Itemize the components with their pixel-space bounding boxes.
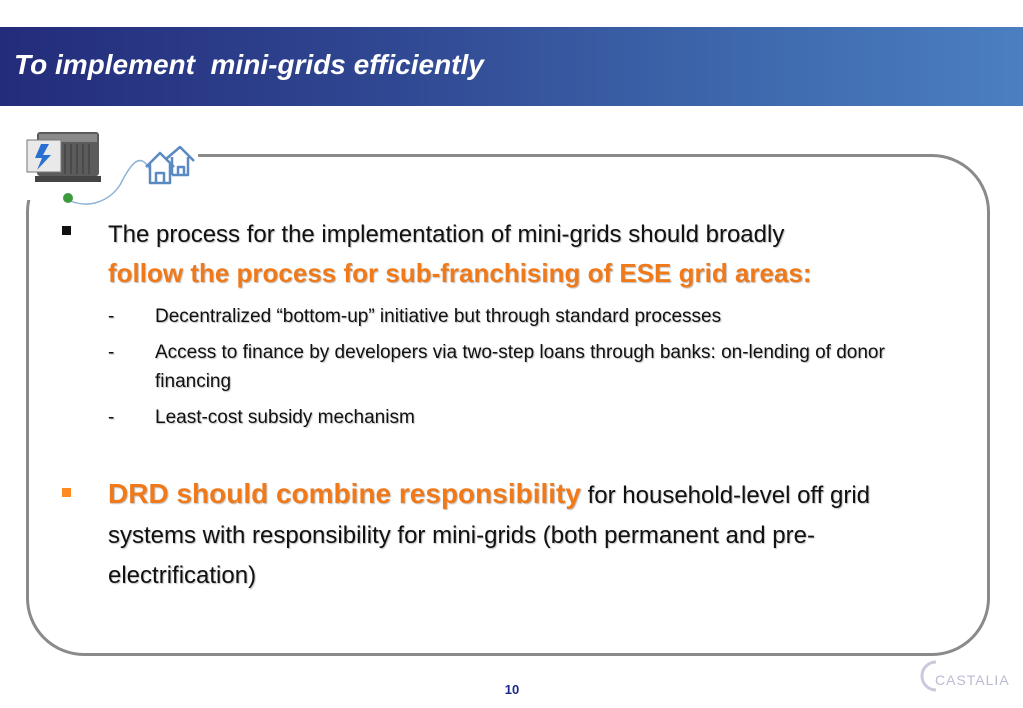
subitem-3 — [62, 403, 962, 432]
bullet-1-highlight: follow the process for sub-franchising of ESE grid areas — [108, 258, 803, 288]
subitem-1 — [62, 302, 962, 331]
slide-content — [62, 216, 962, 596]
bullet-marker — [62, 488, 71, 497]
bullet-1 — [62, 216, 962, 294]
logo-text: CASTALIA — [935, 672, 1010, 688]
subitem-marker: - — [108, 306, 115, 327]
bullet-2-highlight: DRD should combine responsibility — [108, 478, 581, 509]
page-number: 10 — [504, 682, 520, 697]
subitem-1-text: Decentralized “bottom-up” initiative but through standard processes — [155, 306, 722, 327]
subitem-3-text: Least-cost subsidy mechanism — [155, 407, 415, 428]
bullet-marker — [62, 226, 71, 235]
bullet-2 — [62, 474, 962, 596]
slide-title: To implement mini-grids efficiently — [14, 49, 484, 80]
bullet-1-colon: : — [802, 258, 812, 288]
generator-icon — [25, 128, 103, 190]
subitem-2-text: Access to finance by developers via two-step loans through banks: on-lending of donor financing — [155, 342, 885, 392]
subitem-2 — [62, 338, 962, 396]
bullet-1-text: The process for the implementation of mini-grids should broadly — [108, 221, 785, 248]
houses-icon — [142, 145, 198, 187]
subitem-marker: - — [108, 342, 115, 363]
bullet-2-text: for household-level off grid systems with responsibility for mini-grids (both permanent and pre-electrification) — [108, 482, 871, 589]
subitem-marker: - — [108, 407, 115, 428]
